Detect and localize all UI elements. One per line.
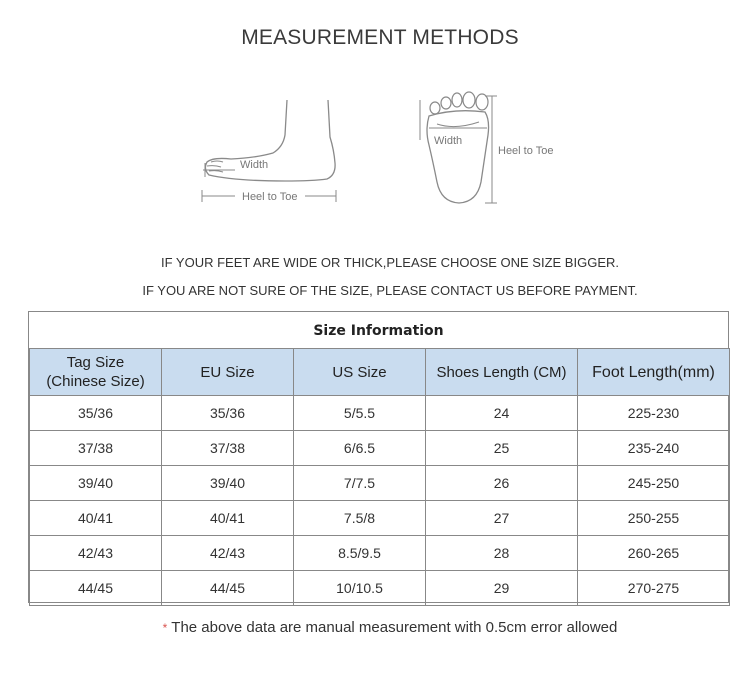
sole-width-label: Width <box>434 135 463 147</box>
header-shoes-length: Shoes Length (CM) <box>426 349 578 396</box>
sole-length-label: Heel to Toe <box>498 145 554 157</box>
tag-size-cell: 39/40 <box>30 466 162 501</box>
eu-size-cell: 39/40 <box>162 466 294 501</box>
foot-sole-view-figure <box>415 90 575 210</box>
us-size-cell: 7.5/8 <box>294 501 426 536</box>
shoes-length-cell: 29 <box>426 571 578 606</box>
header-us-size: US Size <box>294 349 426 396</box>
side-length-label: Heel to Toe <box>242 191 298 203</box>
foot-side-view-figure <box>195 95 345 210</box>
table-title: Size Information <box>313 323 444 339</box>
us-size-cell: 6/6.5 <box>294 431 426 466</box>
shoes-length-cell: 25 <box>426 431 578 466</box>
page-title: MEASUREMENT METHODS <box>241 26 519 49</box>
header-foot-length: Foot Length(mm) <box>578 349 730 396</box>
foot-length-cell: 225-230 <box>578 396 730 431</box>
shoes-length-cell: 26 <box>426 466 578 501</box>
foot-side-outline <box>205 100 335 181</box>
tag-size-cell: 44/45 <box>30 571 162 606</box>
table-header-row <box>30 349 730 396</box>
foot-length-cell: 270-275 <box>578 571 730 606</box>
shoes-length-cell: 24 <box>426 396 578 431</box>
us-size-cell: 7/7.5 <box>294 466 426 501</box>
measurement-note <box>0 619 750 636</box>
tag-size-cell: 37/38 <box>30 431 162 466</box>
measurement-note-text: The above data are manual measurement with 0.5cm error allowed <box>171 619 618 636</box>
size-information-table <box>28 311 729 603</box>
wide-feet-notice: IF YOUR FEET ARE WIDE OR THICK,PLEASE CHOOSE ONE SIZE BIGGER. <box>161 255 619 270</box>
table-row <box>30 431 730 466</box>
table-row <box>30 501 730 536</box>
us-size-cell: 5/5.5 <box>294 396 426 431</box>
header-tag-size-line1: Tag Size <box>66 354 125 371</box>
us-size-cell: 10/10.5 <box>294 571 426 606</box>
tag-size-cell: 42/43 <box>30 536 162 571</box>
contact-notice: IF YOU ARE NOT SURE OF THE SIZE, PLEASE CONTACT US BEFORE PAYMENT. <box>142 283 638 298</box>
tag-size-cell: 40/41 <box>30 501 162 536</box>
asterisk-icon: * <box>162 621 168 635</box>
eu-size-cell: 40/41 <box>162 501 294 536</box>
header-tag-size-line2: (Chinese Size) <box>46 373 145 390</box>
foot-length-cell: 250-255 <box>578 501 730 536</box>
foot-length-cell: 245-250 <box>578 466 730 501</box>
us-size-cell: 8.5/9.5 <box>294 536 426 571</box>
header-eu-size: EU Size <box>162 349 294 396</box>
tag-size-cell: 35/36 <box>30 396 162 431</box>
eu-size-cell: 37/38 <box>162 431 294 466</box>
table-row <box>30 571 730 606</box>
header-tag-size <box>30 349 162 396</box>
eu-size-cell: 35/36 <box>162 396 294 431</box>
size-table <box>29 348 730 606</box>
side-width-label: Width <box>240 159 269 171</box>
foot-length-cell: 235-240 <box>578 431 730 466</box>
table-row <box>30 466 730 501</box>
foot-length-cell: 260-265 <box>578 536 730 571</box>
eu-size-cell: 44/45 <box>162 571 294 606</box>
table-row <box>30 396 730 431</box>
sole-outline <box>427 111 489 203</box>
shoes-length-cell: 28 <box>426 536 578 571</box>
table-row <box>30 536 730 571</box>
eu-size-cell: 42/43 <box>162 536 294 571</box>
shoes-length-cell: 27 <box>426 501 578 536</box>
